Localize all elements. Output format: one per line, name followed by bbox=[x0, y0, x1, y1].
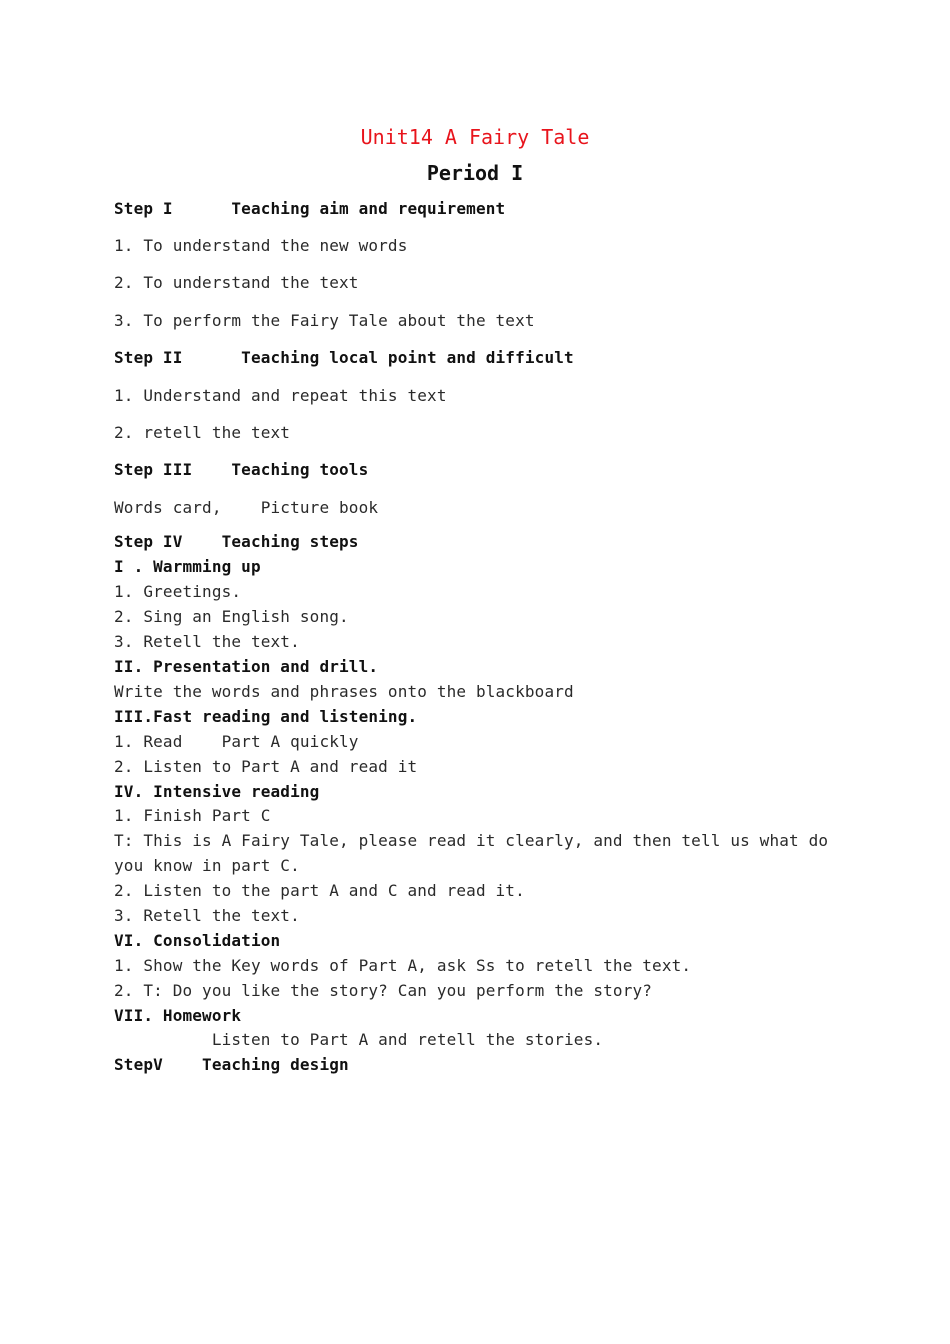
aim-item-3: 3. To perform the Fairy Tale about the text bbox=[114, 311, 535, 330]
document-title: Unit14 A Fairy Tale bbox=[360, 125, 590, 149]
step-4-heading: Step IV Teaching steps bbox=[114, 532, 359, 551]
presentation-heading: II. Presentation and drill. bbox=[114, 657, 379, 676]
tools-line: Words card, Picture book bbox=[114, 498, 379, 517]
intensive-item-3: 3. Retell the text. bbox=[114, 906, 300, 925]
point-item-2: 2. retell the text bbox=[114, 423, 291, 442]
intensive-item-2: 2. Listen to the part A and C and read it. bbox=[114, 881, 525, 900]
intensive-item-1: 1. Finish Part C bbox=[114, 806, 271, 825]
warmup-item-3: 3. Retell the text. bbox=[114, 632, 300, 651]
homework-item: Listen to Part A and retell the stories. bbox=[114, 1030, 604, 1049]
homework-heading: VII. Homework bbox=[114, 1006, 242, 1025]
intensive-heading: IV. Intensive reading bbox=[114, 782, 320, 801]
point-item-1: 1. Understand and repeat this text bbox=[114, 386, 447, 405]
fast-reading-heading: III.Fast reading and listening. bbox=[114, 707, 418, 726]
warmup-heading: I . Warmming up bbox=[114, 557, 261, 576]
step-2-heading: Step II Teaching local point and difficult bbox=[114, 348, 574, 367]
aim-item-2: 2. To understand the text bbox=[114, 273, 359, 292]
presentation-item: Write the words and phrases onto the blackboard bbox=[114, 682, 574, 701]
step-1-heading: Step I Teaching aim and requirement bbox=[114, 199, 506, 218]
fast-reading-item-1: 1. Read Part A quickly bbox=[114, 732, 359, 751]
fast-reading-item-2: 2. Listen to Part A and read it bbox=[114, 757, 418, 776]
aim-item-1: 1. To understand the new words bbox=[114, 236, 408, 255]
warmup-item-2: 2. Sing an English song. bbox=[114, 607, 349, 626]
step-5-heading: StepV Teaching design bbox=[114, 1055, 349, 1074]
step-3-heading: Step III Teaching tools bbox=[114, 460, 369, 479]
intensive-para-line-2: you know in part C. bbox=[114, 856, 300, 875]
document-subtitle: Period I bbox=[426, 161, 524, 185]
warmup-item-1: 1. Greetings. bbox=[114, 582, 242, 601]
intensive-para-line-1: T: This is A Fairy Tale, please read it clearly, and then tell us what do bbox=[114, 831, 829, 850]
consolidation-heading: VI. Consolidation bbox=[114, 931, 281, 950]
consolidation-item-1: 1. Show the Key words of Part A, ask Ss to retell the text. bbox=[114, 956, 692, 975]
consolidation-item-2: 2. T: Do you like the story? Can you perform the story? bbox=[114, 981, 653, 1000]
